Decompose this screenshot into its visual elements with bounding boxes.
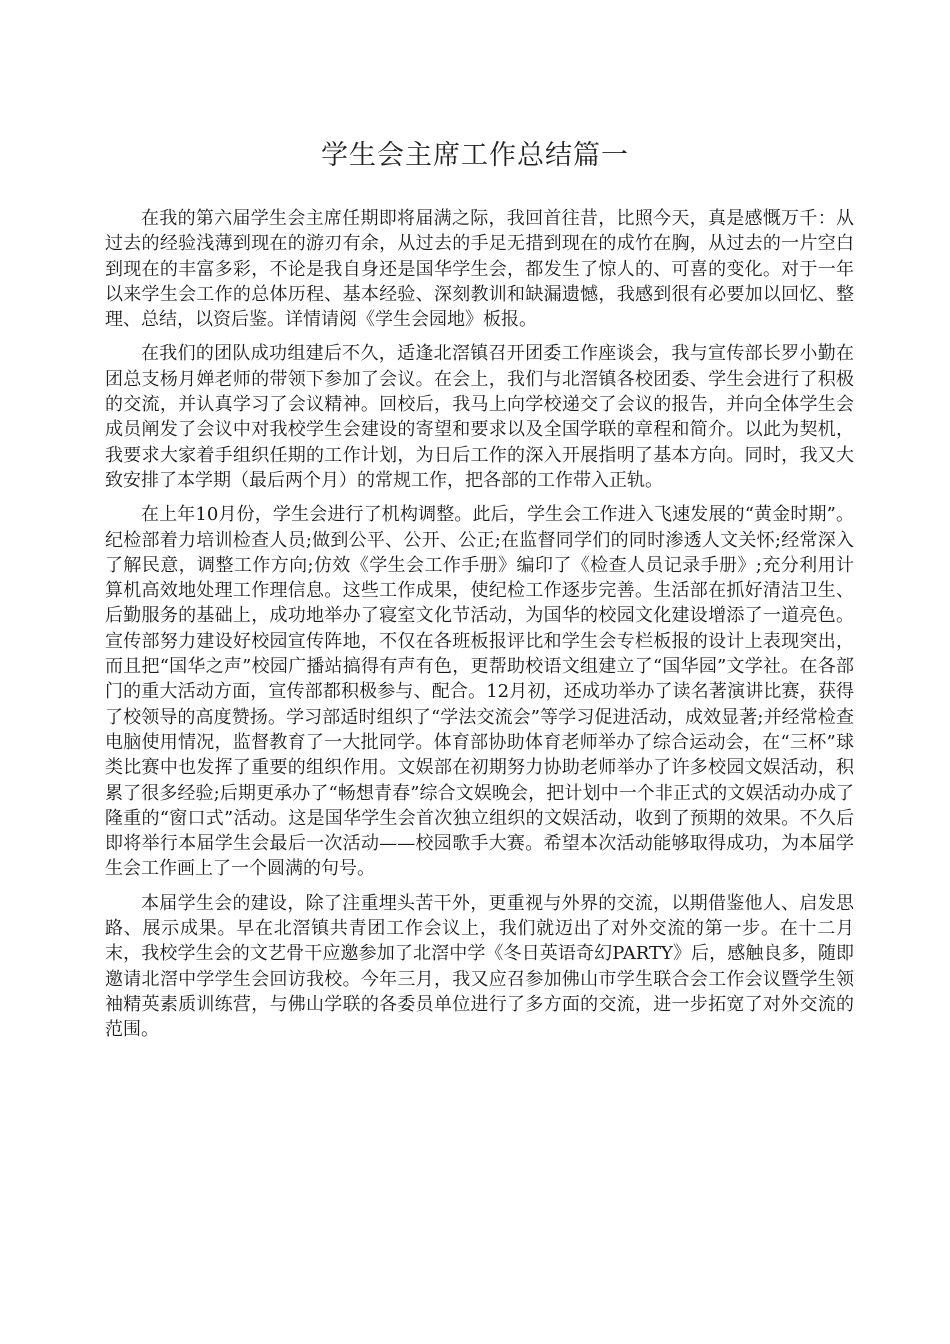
paragraph-3: 在上年10月份，学生会进行了机构调整。此后，学生会工作进入飞速发展的“黄金时期”。纪检部着力培训检查人员;做到公平、公开、公正;在监督同学们的同时渗透人文关怀;经常深入了解民意，调整工作方向;仿效《学生会工作手册》编印了《检查人员记录手册》;充分利用计算机高效地处理工作理信息。这些工作成果，使纪检工作逐步完善。生活部在抓好清洁卫生、后勤服务的基础上，成功地举办了寝室文化节活动，为国华的校园文化建设增添了一道亮色。宣传部努力建设好校园宣传阵地，不仅在各班板报评比和学生会专栏板报的设计上表现突出，而且把“国华之声”校园广播站搞得有声有色，更帮助校语文组建立了“国华园”文学社。在各部门的重大活动方面，宣传部都积极参与、配合。12月初，还成功举办了读名著演讲比赛，获得了校领导的高度赞扬。学习部适时组织了“学法交流会”等学习促进活动，成效显著;并经常检查电脑使用情况，监督教育了一大批同学。体育部协助体育老师举办了综合运动会，在“三杯”球类比赛中也发挥了重要的组织作用。文娱部在初期努力协助老师举办了许多校园文娱活动，积累了很多经验;后期更承办了“畅想青春”综合文娱晚会，把计划中一个非正式的文娱活动办成了隆重的“窗口式”活动。这是国华学生会首次独立组织的文娱活动，收到了预期的效果。不久后即将举行本届学生会最后一次活动——校园歌手大赛。希望本次活动能够取得成功，为本届学生会工作画上了一个圆满的句号。 xyxy=(105,504,854,880)
document-title: 学生会主席工作总结篇一 xyxy=(321,140,629,171)
paragraph-4: 本届学生会的建设，除了注重埋头苦干外，更重视与外界的交流，以期借鉴他人、启发思路、展示成果。早在北滘镇共青团工作会议上，我们就迈出了对外交流的第一步。在十二月末，我校学生会的文艺骨干应邀参加了北滘中学《冬日英语奇幻PARTY》后，感触良多，随即邀请北滘中学学生会回访我校。今年三月，我又应召参加佛山市学生联合会工作会议暨学生领袖精英素质训练营，与佛山学联的各委员单位进行了多方面的交流，进一步拓宽了对外交流的范围。 xyxy=(105,892,854,1041)
paragraph-2: 在我们的团队成功组建后不久，适逢北滘镇召开团委工作座谈会，我与宣传部长罗小勤在团总支杨月婵老师的带领下参加了会议。在会上，我们与北滘镇各校团委、学生会进行了积极的交流，并认真学习了会议精神。回校后，我马上向学校递交了会议的报告，并向全体学生会成员阐发了会议中对我校学生会建设的寄望和要求以及全国学联的章程和简介。以此为契机，我要求大家着手组织任期的工作计划，为日后工作的深入开展指明了基本方向。同时，我又大致安排了本学期（最后两个月）的常规工作，把各部的工作带入正轨。 xyxy=(105,343,854,491)
document-body xyxy=(105,206,854,1052)
paragraph-1: 在我的第六届学生会主席任期即将届满之际，我回首往昔，比照今天，真是感慨万千：从过去的经验浅薄到现在的游刃有余，从过去的手足无措到现在的成竹在胸，从过去的一片空白到现在的丰富多彩，不论是我自身还是国华学生会，都发生了惊人的、可喜的变化。对于一年以来学生会工作的总体历程、基本经验、深刻教训和缺漏遗憾，我感到很有必要加以回忆、整理、总结，以资后鉴。详情请阅《学生会园地》板报。 xyxy=(105,208,854,331)
